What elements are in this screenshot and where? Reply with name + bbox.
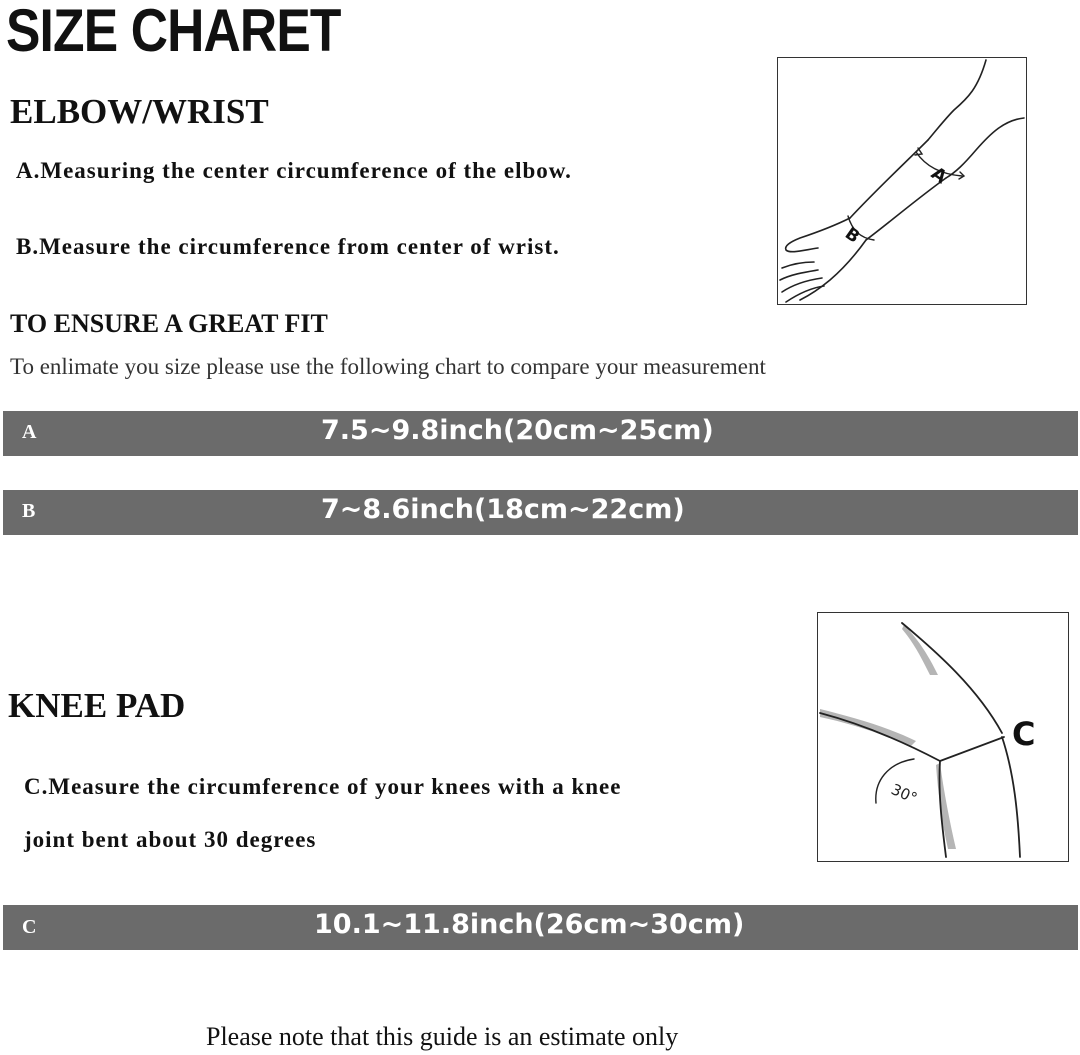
angle-label: 30° <box>888 780 920 808</box>
label-b: B <box>841 223 864 248</box>
knee-pad-heading: KNEE PAD <box>8 686 186 725</box>
upper-arm-outline <box>928 60 986 140</box>
size-letter-c: C <box>22 916 37 938</box>
fit-heading: TO ENSURE A GREAT FIT <box>10 309 328 338</box>
instruction-c-line2: joint bent about 30 degrees <box>24 827 317 852</box>
size-row-b <box>3 490 1078 535</box>
label-c: C <box>1012 715 1036 753</box>
thigh-outline <box>902 623 1002 733</box>
size-value-c: 10.1~11.8inch(26cm~30cm) <box>314 909 745 940</box>
size-letter-a: A <box>22 421 37 443</box>
upper-arm-lower-outline <box>946 118 1024 178</box>
instruction-a: A.Measuring the center circumference of the elbow. <box>16 158 572 183</box>
back-leg-outline <box>1002 737 1020 857</box>
knee-cap-line <box>940 737 1004 761</box>
instruction-b: B.Measure the circumference from center of wrist. <box>16 234 560 259</box>
page-title: SIZE CHARET <box>6 0 341 64</box>
estimate-footnote: Please note that this guide is an estimate only <box>206 1022 679 1051</box>
size-letter-b: B <box>22 500 36 522</box>
size-value-a: 7.5~9.8inch(20cm~25cm) <box>321 415 714 446</box>
size-value-b: 7~8.6inch(18cm~22cm) <box>321 494 685 525</box>
fit-text: To enlimate you size please use the following chart to compare your measurement <box>10 354 766 379</box>
elbow-wrist-heading: ELBOW/WRIST <box>10 92 269 131</box>
arm-drawing <box>778 58 1025 303</box>
forearm-lower-outline <box>866 178 946 240</box>
finger-2 <box>780 270 818 280</box>
instruction-c-line1: C.Measure the circumference of your knees with a knee <box>24 774 622 799</box>
arm-illustration <box>777 57 1027 305</box>
label-a: A <box>927 162 951 189</box>
knee-illustration <box>817 612 1069 862</box>
hand-top-outline <box>786 218 850 252</box>
size-row-a <box>3 411 1078 456</box>
finger-1 <box>782 262 814 268</box>
knee-drawing <box>818 613 1067 860</box>
size-row-c <box>3 905 1078 950</box>
